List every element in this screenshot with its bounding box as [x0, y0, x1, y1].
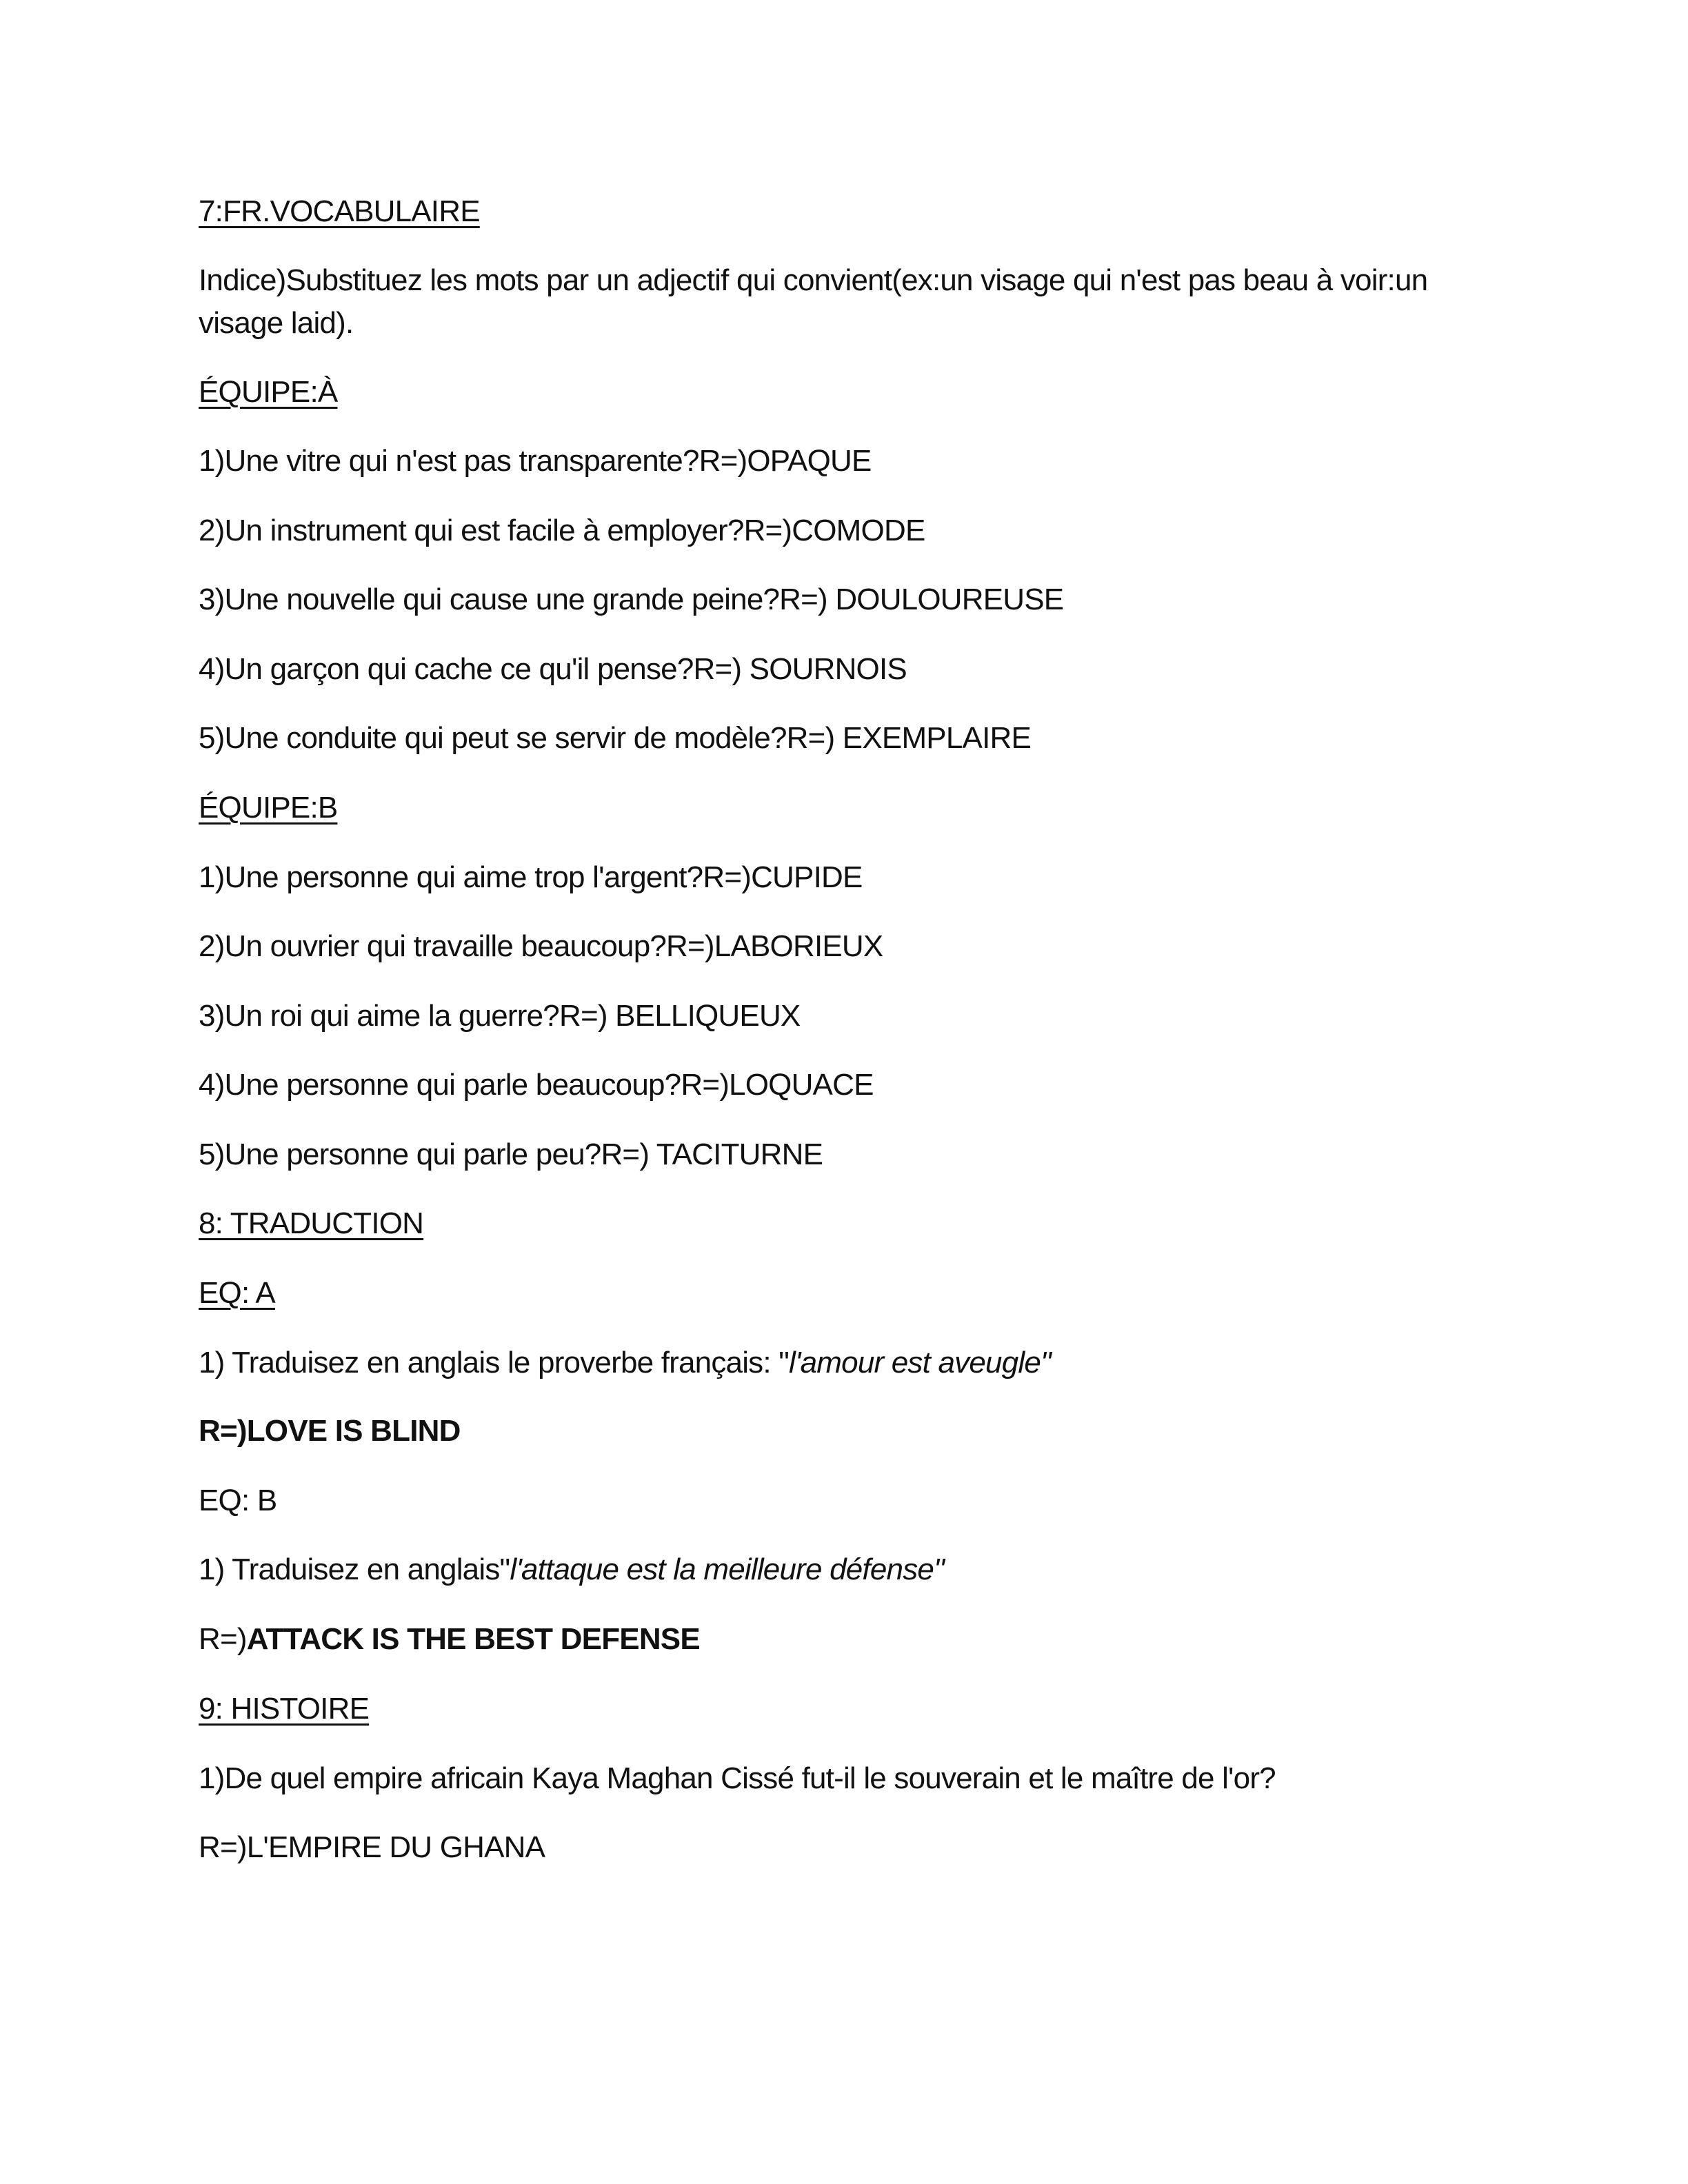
translation-team-b-answer-prefix: R=) — [199, 1622, 247, 1656]
team-a-question-2: 2)Un instrument qui est facile à employer?R=)COMODE — [199, 514, 925, 547]
section-7-heading: 7:FR.VOCABULAIRE — [199, 194, 480, 228]
history-question: 1)De quel empire africain Kaya Maghan Cissé fut-il le souverain et le maître de l'or? — [199, 1761, 1276, 1795]
team-b-question-5: 5)Une personne qui parle peu?R=) TACITURNE — [199, 1138, 823, 1171]
team-a-question-1: 1)Une vitre qui n'est pas transparente?R=)OPAQUE — [199, 444, 872, 478]
team-b-label: ÉQUIPE:B — [199, 791, 338, 825]
translation-team-b-quote: l'attaque est la meilleure défense" — [510, 1553, 944, 1586]
translation-team-b-answer — [199, 1618, 1509, 1661]
team-a-question-5: 5)Une conduite qui peut se servir de modèle?R=) EXEMPLAIRE — [199, 721, 1032, 755]
translation-team-a-question — [199, 1342, 1509, 1384]
team-a-label: ÉQUIPE:À — [199, 375, 338, 409]
team-b-question-3: 3)Un roi qui aime la guerre?R=) BELLIQUEUX — [199, 999, 801, 1033]
team-a-question-3: 3)Une nouvelle qui cause une grande peine?R=) DOULOUREUSE — [199, 583, 1064, 616]
section-7-hint: Indice)Substituez les mots par un adjectif qui convient(ex:un visage qui n'est pas beau à voir:un visage laid). — [199, 263, 1428, 340]
section-9-heading: 9: HISTOIRE — [199, 1692, 370, 1726]
translation-team-a-label: EQ: A — [199, 1276, 275, 1310]
translation-team-b-question-text: 1) Traduisez en anglais" — [199, 1553, 510, 1586]
translation-team-b-label: EQ: B — [199, 1484, 277, 1517]
section-8-heading: 8: TRADUCTION — [199, 1206, 424, 1240]
team-b-question-1: 1)Une personne qui aime trop l'argent?R=)CUPIDE — [199, 860, 863, 894]
translation-team-b-answer-text: ATTACK IS THE BEST DEFENSE — [246, 1622, 700, 1656]
history-answer: R=)L'EMPIRE DU GHANA — [199, 1830, 545, 1864]
translation-team-b-question — [199, 1548, 1509, 1591]
translation-team-a-quote: l'amour est aveugle" — [789, 1346, 1051, 1379]
team-b-question-2: 2)Un ouvrier qui travaille beaucoup?R=)LABORIEUX — [199, 929, 883, 963]
translation-team-a-answer: R=)LOVE IS BLIND — [199, 1414, 461, 1448]
translation-team-a-question-text: 1) Traduisez en anglais le proverbe français: " — [199, 1346, 790, 1379]
team-a-question-4: 4)Un garçon qui cache ce qu'il pense?R=) SOURNOIS — [199, 652, 907, 686]
team-b-question-4: 4)Une personne qui parle beaucoup?R=)LOQUACE — [199, 1068, 874, 1102]
